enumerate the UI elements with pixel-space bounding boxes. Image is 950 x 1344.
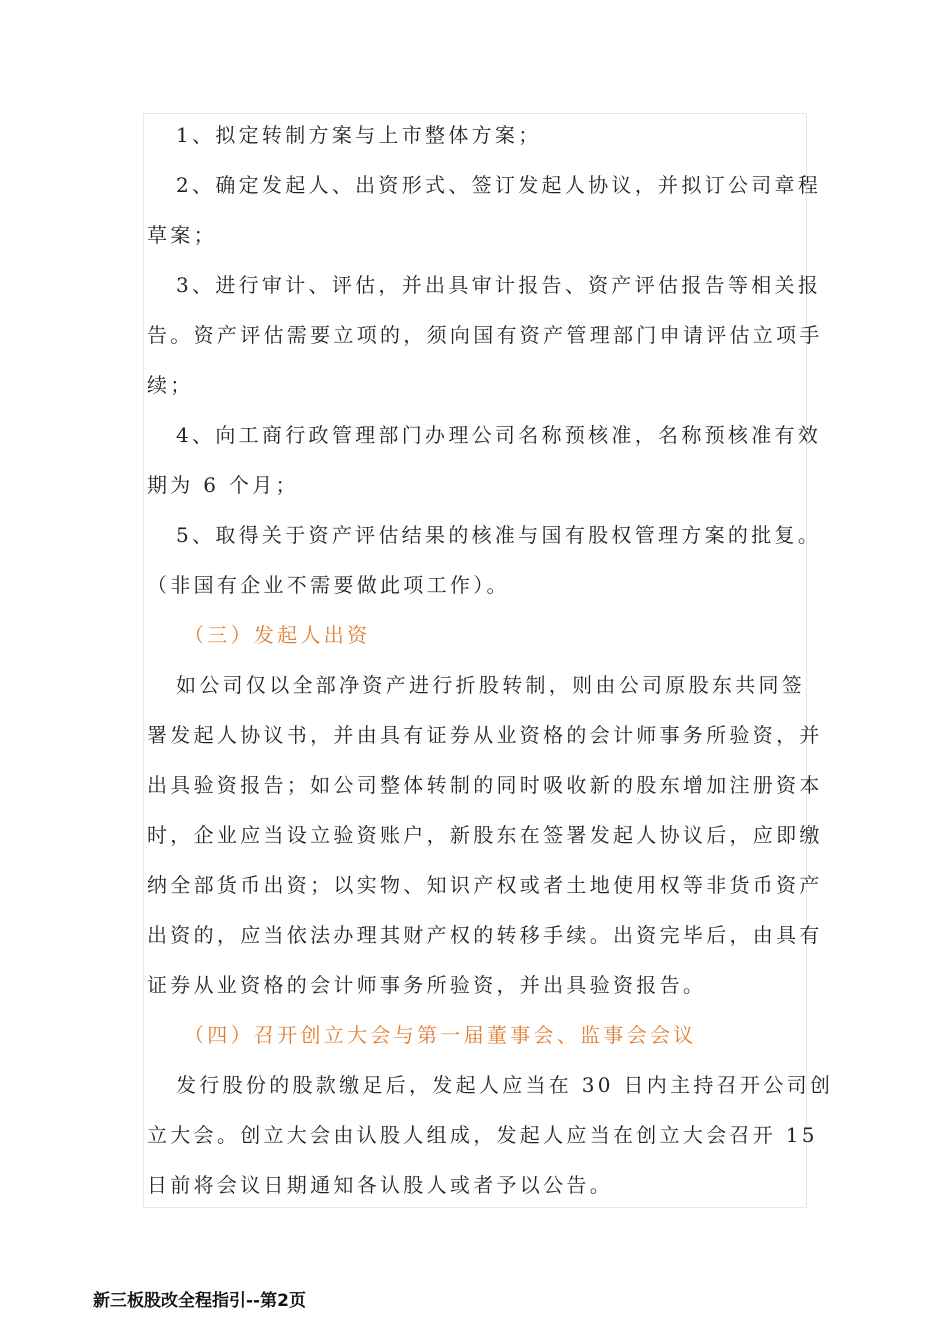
list-item-5-line-1: 5、取得关于资产评估结果的核准与国有股权管理方案的批复。: [176, 523, 822, 547]
paragraph-1-line-2: 署发起人协议书，并由具有证券从业资格的会计师事务所验资，并: [147, 723, 823, 747]
section-heading-4: （四）召开创立大会与第一届董事会、监事会会议: [184, 1023, 697, 1047]
list-item-3-line-3: 续；: [147, 373, 194, 397]
list-item-4-line-2: 期为 6 个月；: [147, 473, 299, 497]
list-item-3-line-1: 3、进行审计、评估，并出具审计报告、资产评估报告等相关报: [176, 273, 822, 297]
list-item-3-line-2: 告。资产评估需要立项的，须向国有资产管理部门申请评估立项手: [147, 323, 823, 347]
paragraph-1-line-6: 出资的，应当依法办理其财产权的转移手续。出资完毕后，由具有: [147, 923, 823, 947]
list-item-2-line-2: 草案；: [147, 223, 217, 247]
list-item-4-line-1: 4、向工商行政管理部门办理公司名称预核准，名称预核准有效: [176, 423, 822, 447]
page-footer: 新三板股改全程指引--第2页: [93, 1291, 306, 1311]
paragraph-2-line-2: 立大会。创立大会由认股人组成，发起人应当在创立大会召开 15: [147, 1123, 818, 1147]
paragraph-2-line-3: 日前将会议日期通知各认股人或者予以公告。: [147, 1173, 613, 1197]
paragraph-1-line-4: 时，企业应当设立验资账户，新股东在签署发起人协议后，应即缴: [147, 823, 823, 847]
list-item-1: 1、拟定转制方案与上市整体方案；: [176, 123, 542, 147]
section-heading-3: （三）发起人出资: [184, 623, 371, 647]
paragraph-1-line-3: 出具验资报告；如公司整体转制的同时吸收新的股东增加注册资本: [147, 773, 823, 797]
list-item-5-line-2: （非国有企业不需要做此项工作）。: [147, 573, 510, 597]
document-content: [143, 113, 834, 1208]
paragraph-2-line-1: 发行股份的股款缴足后，发起人应当在 30 日内主持召开公司创: [176, 1073, 834, 1097]
paragraph-1-line-7: 证券从业资格的会计师事务所验资，并出具验资报告。: [147, 973, 707, 997]
paragraph-1-line-5: 纳全部货币出资；以实物、知识产权或者土地使用权等非货币资产: [147, 873, 823, 897]
list-item-2-line-1: 2、确定发起人、出资形式、签订发起人协议，并拟订公司章程: [176, 173, 822, 197]
paragraph-1-line-1: 如公司仅以全部净资产进行折股转制，则由公司原股东共同签: [176, 673, 806, 697]
